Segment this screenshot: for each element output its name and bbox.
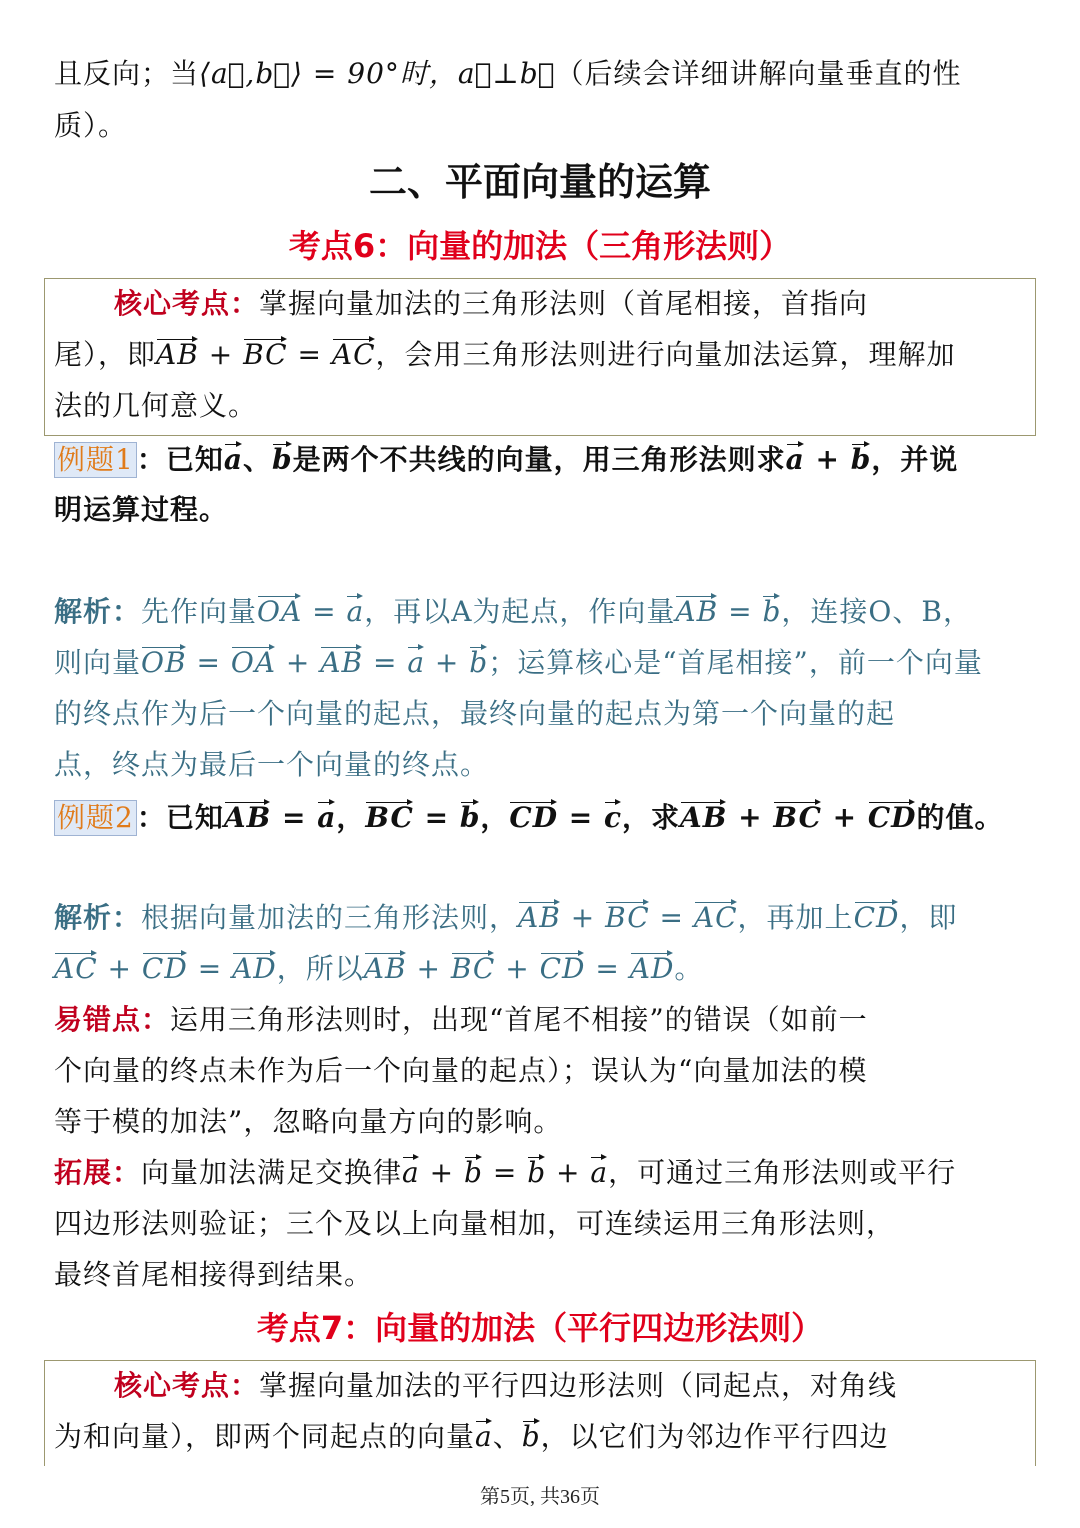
ex1-solution-line-3: 的终点作为后一个向量的起点，最终向量的起点为第一个向量的起 — [54, 697, 896, 730]
kp7-title: 考点7：向量的加法（平行四边形法则） — [256, 1309, 824, 1347]
ex1-solution-line-2: 则向量OB = OA + AB = a + b；运算核心是“首尾相接”，前一个向量 — [54, 646, 983, 679]
kp6-core-line-3: 法的几何意义。 — [54, 389, 258, 422]
ex2-question: 例题2 ：已知AB = a，BC = b，CD = c，求AB + BC + CD的值。 — [54, 792, 1029, 843]
kp6-title: 考点6：向量的加法（三角形法则） — [288, 227, 792, 265]
ex1-solution-line-4: 点，终点为最后一个向量的终点。 — [54, 748, 490, 781]
mistakes-line-1: 易错点：运用三角形法则时，出现“首尾不相接”的错误（如前一 — [54, 1003, 868, 1036]
kp6-core-line-1: 核心考点：掌握向量加法的三角形法则（首尾相接，首指向 — [114, 287, 869, 320]
kp6-core-line-2: 尾），即AB + BC = AC，会用三角形法则进行向量加法运算，理解加 — [54, 338, 956, 371]
ex1-solution-line-1: 解析：先作向量OA = a，再以A为起点，作向量AB = b，连接O、B， — [54, 595, 972, 628]
angle-expression: ⟨a⃗,b⃗⟩ = 90°时， — [199, 57, 458, 90]
ex1-question-line-1: 例题1 ：已知a、b是两个不共线的向量，用三角形法则求a + b，并说 — [54, 434, 1029, 485]
example-2-tag: 例题2 — [54, 800, 137, 836]
extension-line-2: 四边形法则验证；三个及以上向量相加，可连续运用三角形法则， — [54, 1207, 896, 1240]
intro-line-2: 质）。 — [54, 109, 128, 142]
intro-line-1: 且反向；当⟨a⃗,b⃗⟩ = 90°时，a⃗⊥b⃗（后续会详细讲解向量垂直的性 — [54, 57, 962, 90]
example-1-tag: 例题1 — [54, 442, 137, 478]
section-title: 二、平面向量的运算 — [368, 160, 711, 204]
ex2-solution-line-1: 解析：根据向量加法的三角形法则，AB + BC = AC，再加上CD，即 — [54, 901, 958, 934]
page-footer: 第5页, 共36页 — [480, 1486, 600, 1508]
mistakes-line-3: 等于模的加法”，忽略向量方向的影响。 — [54, 1105, 563, 1138]
extension-line-1: 拓展：向量加法满足交换律a + b = b + a，可通过三角形法则或平行 — [54, 1156, 957, 1189]
mistakes-line-2: 个向量的终点未作为后一个向量的起点）；误认为“向量加法的模 — [54, 1054, 868, 1087]
ex2-solution-line-2: AC + CD = AD，所以AB + BC + CD = AD。 — [54, 952, 704, 985]
extension-line-3: 最终首尾相接得到结果。 — [54, 1258, 374, 1291]
kp7-core-line-1: 核心考点：掌握向量加法的平行四边形法则（同起点，对角线 — [114, 1369, 898, 1402]
kp7-core-line-2: 为和向量），即两个同起点的向量a、b，以它们为邻边作平行四边 — [54, 1420, 889, 1453]
ex1-question-line-2: 明运算过程。 — [54, 493, 229, 526]
perp-expression: a⃗⊥b⃗ — [457, 57, 556, 90]
